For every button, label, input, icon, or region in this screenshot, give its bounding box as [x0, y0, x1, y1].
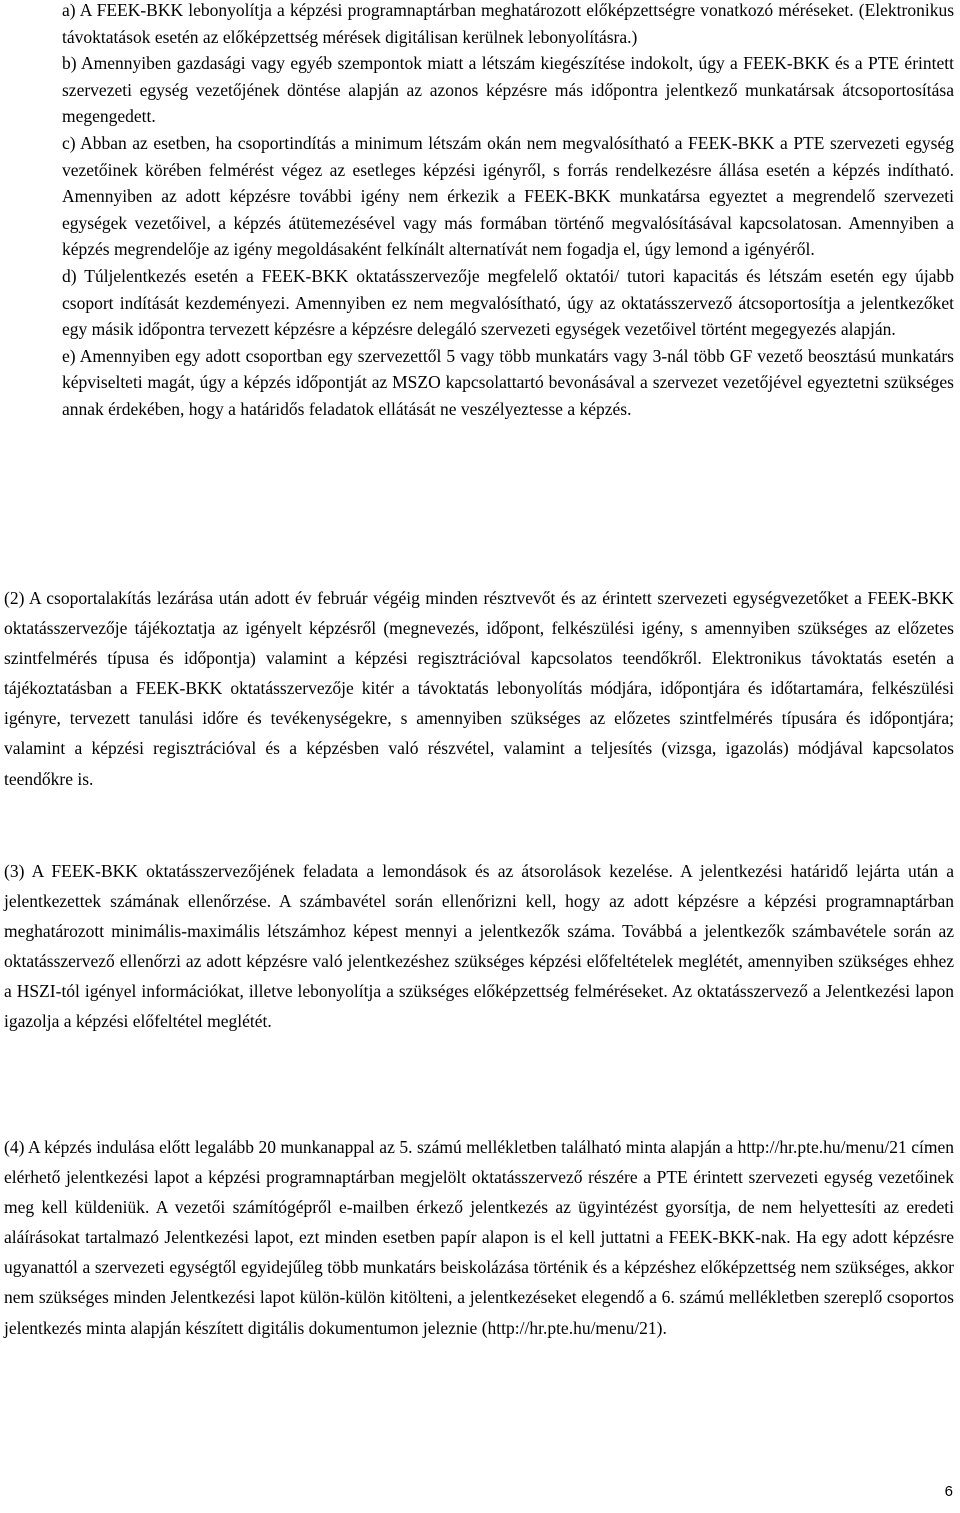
paragraph-2-block: [4, 583, 954, 794]
list-item-a: a) A FEEK-BKK lebonyolítja a képzési programnaptárban meghatározott előképzettségre vonatkozó méréseket. (Elektronikus távoktatások esetén az előképzettség mérések digitálisan kerülnek lebonyolításra.): [62, 0, 954, 47]
list-item-d: d) Túljelentkezés esetén a FEEK-BKK oktatásszervezője megfelelő oktatói/ tutori kapacitás és létszám esetén egy újabb csoport indítását kezdeményezi. Amennyiben ez nem megvalósítható, úgy az oktatásszervező átcsoportosítja a jelentkezőket egy másik időpontra tervezett képzésre a képzésre delegáló szervezeti egységek vezetőivel történt megegyezés alapján.: [62, 265, 954, 340]
paragraph-2: (2) A csoportalakítás lezárása után adott év február végéig minden résztvevőt és az érintett szervezeti egységvezetőket a FEEK-BKK oktatásszervezője tájékoztatja az igényelt képzésről (megnevezés, időpont, felkészülési igény, s amennyiben szükséges az előzetes szintfelmérés típusa és időpontja) valamint a képzési regisztrációval kapcsolatos teendőkről. Elektronikus távoktatás esetén a tájékoztatásban a FEEK-BKK oktatásszervezője kitér a távoktatás lebonyolítás módjára, időpontjára és időtartamára, felkészülési igényre, tervezett tanulási időre és tevékenységekre, s amennyiben szükséges az előzetes szintfelmérés típusára és időpontjára; valamint a képzési regisztrációval és a képzésben való részvétel, valamint a teljesítés (vizsga, igazolás) módjával kapcsolatos teendőkre is.: [4, 588, 954, 789]
lettered-list: [62, 0, 954, 423]
paragraph-4-block: [4, 1132, 954, 1343]
paragraph-3: (3) A FEEK-BKK oktatásszervezőjének feladata a lemondások és az átsorolások kezelése. A jelentkezési határidő lejárta után a jelentkezettek számának ellenőrzése. A számbavétel során ellenőrizni kell, hogy az adott képzésre a képzési programnaptárban meghatározott minimális-maximális létszámhoz képest mennyi a jelentkezők száma. Továbbá a jelentkezők számbavétele során az oktatásszervező ellenőrzi az adott képzésre való jelentkezéshez szükséges képzési előfeltételek meglétét, amennyiben szükséges ehhez a HSZI-tól igényel információkat, illetve lebonyolítja a szükséges előképzettség felméréseket. Az oktatásszervező a Jelentkezési lapon igazolja a képzési előfeltétel meglétét.: [4, 861, 954, 1032]
paragraph-3-block: [4, 856, 954, 1037]
list-item-c: c) Abban az esetben, ha csoportindítás a minimum létszám okán nem megvalósítható a FEEK-BKK a PTE szervezeti egység vezetőinek körében felmérést végez az esetleges képzési igényről, s forrás rendelkezésre állása esetén a képzés indítható. Amennyiben az adott képzésre további igény nem érkezik a FEEK-BKK munkatársa egyeztet a megrendelő szervezeti egységek vezetőivel, a képzés átütemezésével vagy más formában történő megvalósításával kapcsolatosan. Amennyiben a képzés megrendelője az igény megoldásaként felkínált alternatívát nem fogadja el, úgy lemond a igényéről.: [62, 132, 954, 260]
list-item-e: e) Amennyiben egy adott csoportban egy szervezettől 5 vagy több munkatárs vagy 3-nál több GF vezető beosztású munkatárs képviselteti magát, úgy a képzés időpontját az MSZO kapcsolattartó bevonásával a szervezet vezetőjével egyeztetni szükséges annak érdekében, hogy a határidős feladatok ellátását ne veszélyeztesse a képzés.: [62, 345, 954, 419]
list-item-b: b) Amennyiben gazdasági vagy egyéb szempontok miatt a létszám kiegészítése indokolt, úgy a FEEK-BKK és a PTE érintett szervezeti egység vezetőjének döntése alapján az azonos képzésre más időpontra jelentkező munkatársak átcsoportosítása megengedett.: [62, 53, 954, 127]
paragraph-4: (4) A képzés indulása előtt legalább 20 munkanappal az 5. számú mellékletben található minta alapján a http://hr.pte.hu/menu/21 címen elérhető jelentkezési lapot a képzési programnaptárban megjelölt oktatásszervező részére a PTE érintett szervezeti egység vezetőinek meg kell küldeniük. A vezetői számítógépről e-mailben érkező jelentkezés az ügyintézést gyorsítja, de nem helyettesíti az eredeti aláírásokat tartalmazó Jelentkezési lapot, ezt minden esetben papír alapon is el kell juttatni a FEEK-BKK-nak. Ha egy adott képzésre ugyanattól a szervezeti egységtől egyidejűleg több munkatárs beiskolázása történik és a képzéshez előképzettség nem szükséges, akkor nem szükséges minden Jelentkezési lapot külön-külön kitölteni, a jelentkezéseket elegendő a 6. számú mellékletben szereplő csoportos jelentkezés minta alapján készített digitális dokumentumon jeleznie (http://hr.pte.hu/menu/21).: [4, 1137, 954, 1338]
page-number: 6: [944, 1483, 953, 1500]
